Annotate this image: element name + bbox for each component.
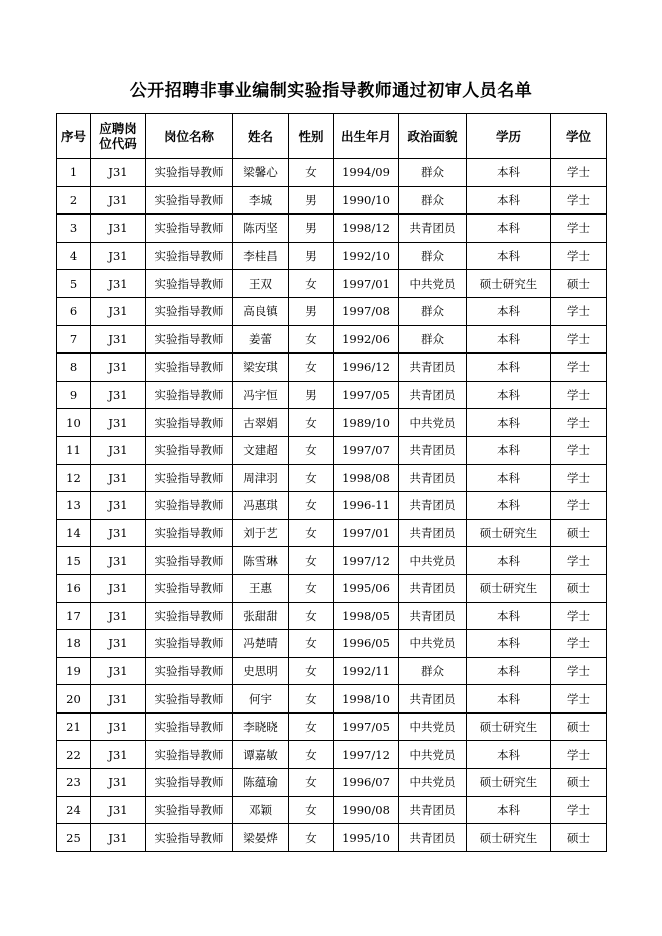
col-gender-cell: 女 (289, 769, 334, 797)
col-name-cell: 李桂昌 (233, 242, 289, 270)
col-name-cell: 冯楚晴 (233, 630, 289, 658)
table-row (57, 630, 607, 658)
table-row (57, 464, 607, 492)
col-position-name-cell: 实验指导教师 (146, 769, 233, 797)
table-row (57, 409, 607, 437)
col-index-header: 序号 (57, 114, 91, 159)
col-political-cell: 中共党员 (399, 547, 467, 575)
col-degree-cell: 学士 (551, 353, 607, 381)
col-name-cell: 梁馨心 (233, 159, 289, 187)
col-index-cell: 1 (57, 159, 91, 187)
col-birth-cell: 1998/08 (334, 464, 399, 492)
col-political-cell: 群众 (399, 325, 467, 353)
col-degree-cell: 硕士 (551, 574, 607, 602)
col-education-cell: 硕士研究生 (467, 519, 551, 547)
col-position-name-header: 岗位名称 (146, 114, 233, 159)
col-gender-cell: 男 (289, 381, 334, 409)
col-gender-cell: 女 (289, 159, 334, 187)
table-row (57, 270, 607, 298)
col-index-cell: 17 (57, 602, 91, 630)
col-position-name-cell: 实验指导教师 (146, 381, 233, 409)
col-education-cell: 硕士研究生 (467, 574, 551, 602)
col-name-cell: 邓颖 (233, 796, 289, 824)
col-political-header: 政治面貌 (399, 114, 467, 159)
col-gender-cell: 女 (289, 824, 334, 852)
col-birth-cell: 1998/10 (334, 685, 399, 713)
col-political-cell: 共青团员 (399, 574, 467, 602)
col-position-code-header: 应聘岗位代码 (91, 114, 146, 159)
col-education-cell: 本科 (467, 353, 551, 381)
col-position-name-cell: 实验指导教师 (146, 519, 233, 547)
col-gender-cell: 男 (289, 214, 334, 242)
col-position-code-cell: J31 (91, 436, 146, 464)
table-row (57, 353, 607, 381)
table-row (57, 657, 607, 685)
col-position-name-cell: 实验指导教师 (146, 353, 233, 381)
col-birth-cell: 1998/05 (334, 602, 399, 630)
col-position-name-cell: 实验指导教师 (146, 159, 233, 187)
col-name-cell: 史思明 (233, 657, 289, 685)
col-education-cell: 本科 (467, 242, 551, 270)
col-education-cell: 本科 (467, 159, 551, 187)
col-birth-cell: 1996/07 (334, 769, 399, 797)
col-birth-cell: 1996-11 (334, 492, 399, 520)
page-title: 公开招聘非事业编制实验指导教师通过初审人员名单 (129, 81, 533, 101)
col-index-cell: 14 (57, 519, 91, 547)
col-birth-header: 出生年月 (334, 114, 399, 159)
col-name-cell: 古翠娟 (233, 409, 289, 437)
col-birth-cell: 1992/11 (334, 657, 399, 685)
col-political-cell: 共青团员 (399, 381, 467, 409)
col-index-cell: 11 (57, 436, 91, 464)
table-row (57, 547, 607, 575)
col-political-cell: 共青团员 (399, 464, 467, 492)
col-degree-cell: 硕士 (551, 519, 607, 547)
col-education-cell: 本科 (467, 602, 551, 630)
col-gender-cell: 女 (289, 492, 334, 520)
col-gender-cell: 女 (289, 602, 334, 630)
col-birth-cell: 1995/10 (334, 824, 399, 852)
col-position-code-cell: J31 (91, 325, 146, 353)
col-name-cell: 何宇 (233, 685, 289, 713)
col-position-name-cell: 实验指导教师 (146, 436, 233, 464)
col-gender-cell: 女 (289, 630, 334, 658)
col-position-name-cell: 实验指导教师 (146, 796, 233, 824)
col-position-code-cell: J31 (91, 381, 146, 409)
col-degree-cell: 学士 (551, 492, 607, 520)
col-political-cell: 中共党员 (399, 270, 467, 298)
col-gender-cell: 女 (289, 713, 334, 741)
col-position-name-cell: 实验指导教师 (146, 492, 233, 520)
col-political-cell: 共青团员 (399, 353, 467, 381)
col-position-name-cell: 实验指导教师 (146, 685, 233, 713)
table-row (57, 824, 607, 852)
col-degree-cell: 学士 (551, 159, 607, 187)
col-index-cell: 19 (57, 657, 91, 685)
col-position-code-cell: J31 (91, 186, 146, 214)
col-position-code-cell: J31 (91, 492, 146, 520)
col-birth-cell: 1997/05 (334, 713, 399, 741)
col-name-cell: 冯宇恒 (233, 381, 289, 409)
col-birth-cell: 1994/09 (334, 159, 399, 187)
col-birth-cell: 1997/05 (334, 381, 399, 409)
col-position-code-cell: J31 (91, 519, 146, 547)
col-degree-cell: 学士 (551, 741, 607, 769)
col-position-code-cell: J31 (91, 824, 146, 852)
col-position-name-cell: 实验指导教师 (146, 409, 233, 437)
col-degree-cell: 硕士 (551, 270, 607, 298)
col-name-cell: 刘于艺 (233, 519, 289, 547)
col-birth-cell: 1997/01 (334, 519, 399, 547)
col-degree-cell: 学士 (551, 547, 607, 575)
col-position-code-cell: J31 (91, 270, 146, 298)
col-name-cell: 陈雪琳 (233, 547, 289, 575)
col-education-cell: 本科 (467, 381, 551, 409)
col-gender-cell: 女 (289, 353, 334, 381)
col-position-name-cell: 实验指导教师 (146, 630, 233, 658)
candidates-table (56, 113, 607, 852)
col-birth-cell: 1992/06 (334, 325, 399, 353)
col-degree-cell: 学士 (551, 214, 607, 242)
col-name-cell: 李城 (233, 186, 289, 214)
col-position-code-cell: J31 (91, 796, 146, 824)
col-position-name-cell: 实验指导教师 (146, 242, 233, 270)
table-row (57, 492, 607, 520)
col-gender-cell: 女 (289, 409, 334, 437)
col-gender-cell: 女 (289, 464, 334, 492)
col-index-cell: 2 (57, 186, 91, 214)
col-name-cell: 文建超 (233, 436, 289, 464)
col-position-name-cell: 实验指导教师 (146, 741, 233, 769)
col-political-cell: 中共党员 (399, 713, 467, 741)
col-gender-cell: 女 (289, 547, 334, 575)
col-index-cell: 25 (57, 824, 91, 852)
col-degree-cell: 学士 (551, 186, 607, 214)
col-education-cell: 本科 (467, 464, 551, 492)
col-birth-cell: 1990/08 (334, 796, 399, 824)
col-position-code-cell: J31 (91, 353, 146, 381)
col-index-cell: 15 (57, 547, 91, 575)
col-name-cell: 梁安琪 (233, 353, 289, 381)
col-position-code-cell: J31 (91, 297, 146, 325)
table-row (57, 769, 607, 797)
table-header-row (57, 114, 607, 159)
col-position-code-cell: J31 (91, 574, 146, 602)
col-degree-cell: 学士 (551, 409, 607, 437)
col-gender-cell: 男 (289, 242, 334, 270)
col-position-code-cell: J31 (91, 159, 146, 187)
col-education-cell: 硕士研究生 (467, 769, 551, 797)
col-degree-cell: 学士 (551, 657, 607, 685)
col-index-cell: 8 (57, 353, 91, 381)
col-education-cell: 本科 (467, 796, 551, 824)
col-political-cell: 群众 (399, 159, 467, 187)
col-index-cell: 7 (57, 325, 91, 353)
col-birth-cell: 1990/10 (334, 186, 399, 214)
col-birth-cell: 1998/12 (334, 214, 399, 242)
col-position-name-cell: 实验指导教师 (146, 713, 233, 741)
table-row (57, 574, 607, 602)
col-index-cell: 3 (57, 214, 91, 242)
col-name-cell: 谭嘉敏 (233, 741, 289, 769)
col-political-cell: 中共党员 (399, 409, 467, 437)
col-position-code-cell: J31 (91, 242, 146, 270)
col-political-cell: 中共党员 (399, 630, 467, 658)
col-name-cell: 李晓晓 (233, 713, 289, 741)
col-position-code-cell: J31 (91, 657, 146, 685)
col-education-cell: 本科 (467, 547, 551, 575)
col-political-cell: 共青团员 (399, 214, 467, 242)
col-education-cell: 本科 (467, 186, 551, 214)
col-position-name-cell: 实验指导教师 (146, 464, 233, 492)
col-index-cell: 9 (57, 381, 91, 409)
col-index-cell: 10 (57, 409, 91, 437)
col-political-cell: 中共党员 (399, 769, 467, 797)
col-birth-cell: 1992/10 (334, 242, 399, 270)
col-political-cell: 群众 (399, 297, 467, 325)
col-position-name-cell: 实验指导教师 (146, 297, 233, 325)
table-row (57, 519, 607, 547)
col-position-code-cell: J31 (91, 214, 146, 242)
col-name-cell: 张甜甜 (233, 602, 289, 630)
col-name-header: 姓名 (233, 114, 289, 159)
table-row (57, 297, 607, 325)
table-body (57, 159, 607, 852)
col-index-cell: 13 (57, 492, 91, 520)
col-degree-cell: 学士 (551, 630, 607, 658)
col-degree-cell: 学士 (551, 685, 607, 713)
table-row (57, 602, 607, 630)
col-political-cell: 共青团员 (399, 796, 467, 824)
col-birth-cell: 1989/10 (334, 409, 399, 437)
col-name-cell: 王双 (233, 270, 289, 298)
col-position-name-cell: 实验指导教师 (146, 270, 233, 298)
col-degree-cell: 硕士 (551, 713, 607, 741)
col-position-code-cell: J31 (91, 602, 146, 630)
col-birth-cell: 1996/05 (334, 630, 399, 658)
col-index-cell: 4 (57, 242, 91, 270)
col-political-cell: 共青团员 (399, 436, 467, 464)
table-row (57, 741, 607, 769)
col-gender-cell: 女 (289, 519, 334, 547)
col-political-cell: 群众 (399, 657, 467, 685)
col-political-cell: 群众 (399, 186, 467, 214)
col-position-code-cell: J31 (91, 713, 146, 741)
col-index-cell: 18 (57, 630, 91, 658)
table-row (57, 685, 607, 713)
col-birth-cell: 1997/08 (334, 297, 399, 325)
col-name-cell: 高良镇 (233, 297, 289, 325)
col-index-cell: 16 (57, 574, 91, 602)
col-gender-cell: 女 (289, 436, 334, 464)
col-political-cell: 共青团员 (399, 519, 467, 547)
col-position-code-cell: J31 (91, 630, 146, 658)
col-index-cell: 24 (57, 796, 91, 824)
col-birth-cell: 1997/07 (334, 436, 399, 464)
col-birth-cell: 1997/01 (334, 270, 399, 298)
col-education-cell: 本科 (467, 630, 551, 658)
col-degree-header: 学位 (551, 114, 607, 159)
col-gender-cell: 女 (289, 685, 334, 713)
table-row (57, 242, 607, 270)
col-education-cell: 本科 (467, 685, 551, 713)
col-name-cell: 陈蕴瑜 (233, 769, 289, 797)
col-index-cell: 6 (57, 297, 91, 325)
col-position-name-cell: 实验指导教师 (146, 657, 233, 685)
table-row (57, 214, 607, 242)
col-index-cell: 12 (57, 464, 91, 492)
col-name-cell: 陈丙坚 (233, 214, 289, 242)
col-name-cell: 梁晏烨 (233, 824, 289, 852)
col-birth-cell: 1997/12 (334, 547, 399, 575)
col-gender-cell: 女 (289, 657, 334, 685)
col-education-cell: 硕士研究生 (467, 270, 551, 298)
col-position-code-cell: J31 (91, 547, 146, 575)
col-degree-cell: 学士 (551, 436, 607, 464)
col-position-code-cell: J31 (91, 741, 146, 769)
col-birth-cell: 1996/12 (334, 353, 399, 381)
table-row (57, 796, 607, 824)
col-degree-cell: 学士 (551, 464, 607, 492)
col-position-code-cell: J31 (91, 409, 146, 437)
col-position-name-cell: 实验指导教师 (146, 214, 233, 242)
col-position-name-cell: 实验指导教师 (146, 574, 233, 602)
col-position-name-cell: 实验指导教师 (146, 824, 233, 852)
col-political-cell: 共青团员 (399, 492, 467, 520)
col-education-cell: 本科 (467, 741, 551, 769)
col-education-cell: 本科 (467, 436, 551, 464)
col-degree-cell: 学士 (551, 796, 607, 824)
col-index-cell: 5 (57, 270, 91, 298)
col-index-cell: 21 (57, 713, 91, 741)
col-degree-cell: 学士 (551, 325, 607, 353)
col-education-cell: 硕士研究生 (467, 824, 551, 852)
table-row (57, 325, 607, 353)
col-education-cell: 本科 (467, 325, 551, 353)
col-education-header: 学历 (467, 114, 551, 159)
col-birth-cell: 1997/12 (334, 741, 399, 769)
table-row (57, 159, 607, 187)
col-position-code-cell: J31 (91, 685, 146, 713)
col-degree-cell: 学士 (551, 242, 607, 270)
col-degree-cell: 学士 (551, 297, 607, 325)
col-name-cell: 周津羽 (233, 464, 289, 492)
col-gender-cell: 女 (289, 796, 334, 824)
col-political-cell: 共青团员 (399, 602, 467, 630)
col-education-cell: 本科 (467, 214, 551, 242)
col-name-cell: 冯惠琪 (233, 492, 289, 520)
table-row (57, 713, 607, 741)
col-education-cell: 本科 (467, 657, 551, 685)
col-name-cell: 姜蕾 (233, 325, 289, 353)
col-degree-cell: 硕士 (551, 824, 607, 852)
col-index-cell: 20 (57, 685, 91, 713)
col-gender-cell: 男 (289, 186, 334, 214)
col-political-cell: 共青团员 (399, 685, 467, 713)
col-education-cell: 本科 (467, 297, 551, 325)
col-education-cell: 硕士研究生 (467, 713, 551, 741)
col-position-code-cell: J31 (91, 769, 146, 797)
col-degree-cell: 学士 (551, 381, 607, 409)
table-row (57, 186, 607, 214)
col-education-cell: 本科 (467, 492, 551, 520)
col-degree-cell: 硕士 (551, 769, 607, 797)
col-gender-header: 性别 (289, 114, 334, 159)
col-gender-cell: 女 (289, 270, 334, 298)
col-name-cell: 王惠 (233, 574, 289, 602)
col-education-cell: 本科 (467, 409, 551, 437)
table-row (57, 381, 607, 409)
col-degree-cell: 学士 (551, 602, 607, 630)
col-position-name-cell: 实验指导教师 (146, 602, 233, 630)
col-political-cell: 共青团员 (399, 824, 467, 852)
col-gender-cell: 女 (289, 741, 334, 769)
col-index-cell: 23 (57, 769, 91, 797)
col-position-name-cell: 实验指导教师 (146, 325, 233, 353)
col-political-cell: 群众 (399, 242, 467, 270)
col-political-cell: 中共党员 (399, 741, 467, 769)
col-birth-cell: 1995/06 (334, 574, 399, 602)
col-gender-cell: 男 (289, 297, 334, 325)
col-position-name-cell: 实验指导教师 (146, 186, 233, 214)
col-index-cell: 22 (57, 741, 91, 769)
col-gender-cell: 女 (289, 325, 334, 353)
col-gender-cell: 女 (289, 574, 334, 602)
table-row (57, 436, 607, 464)
col-position-name-cell: 实验指导教师 (146, 547, 233, 575)
col-position-code-cell: J31 (91, 464, 146, 492)
